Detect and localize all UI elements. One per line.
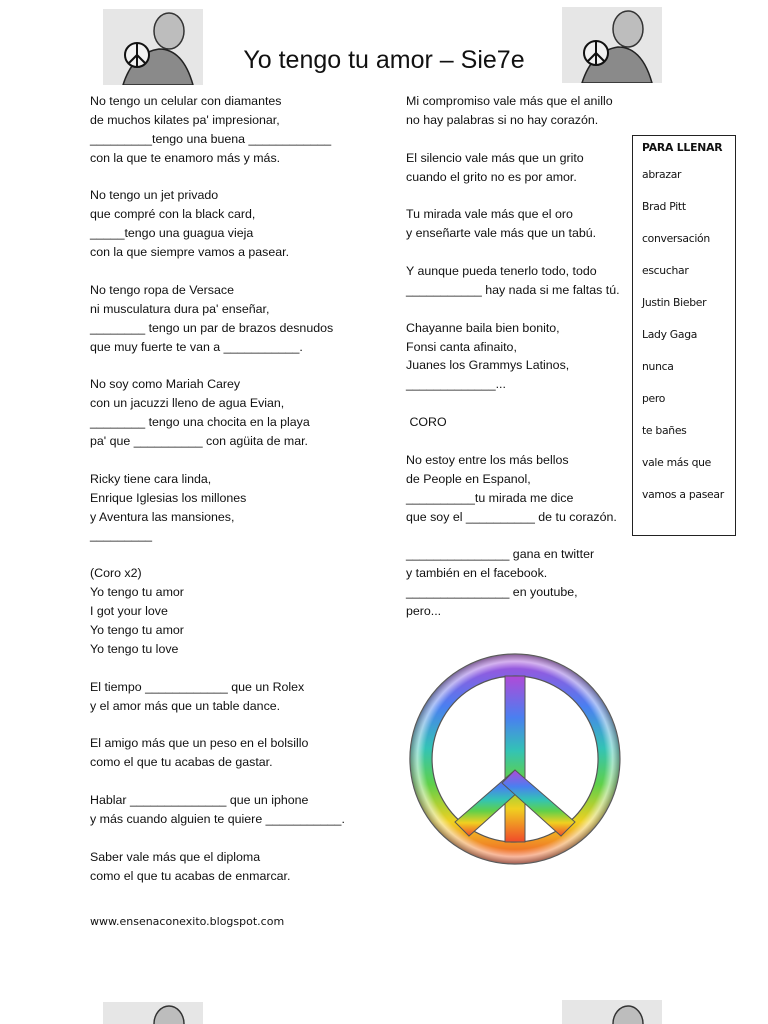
lyric-line: Y aunque pueda tenerlo todo, todo (406, 264, 597, 279)
rainbow-peace-symbol (406, 650, 624, 868)
lyric-line: _____tengo una guagua vieja (90, 226, 254, 241)
lyric-line: Juanes los Grammys Latinos, (406, 358, 570, 373)
lyric-line: que compré con la black card, (90, 207, 256, 222)
lyric-line (406, 394, 636, 413)
lyric-line: pa' que __________ con agüita de mar. (90, 434, 309, 449)
lyrics-left-column (90, 92, 390, 885)
lyric-line (90, 715, 390, 734)
footer-url: www.ensenaconexito.blogspot.com (90, 915, 285, 928)
singer-photo-bottom-right (562, 1000, 662, 1024)
lyric-line: como el que tu acabas de gastar. (90, 755, 273, 770)
lyric-line: No tengo un jet privado (90, 188, 219, 203)
lyric-line (406, 432, 636, 451)
lyric-line (90, 262, 390, 281)
lyrics-right-column (406, 92, 636, 621)
word-bank-item: te bañes (642, 424, 687, 437)
lyric-line: ___________ hay nada si me faltas tú. (406, 282, 620, 297)
word-bank-item: vamos a pasear (642, 488, 724, 501)
lyric-line (90, 829, 390, 848)
lyric-line: CORO (406, 415, 447, 430)
lyric-line: y enseñarte vale más que un tabú. (406, 226, 597, 241)
word-bank-item: Justin Bieber (642, 296, 707, 309)
lyric-line (90, 772, 390, 791)
lyric-line: Enrique Iglesias los millones (90, 490, 247, 505)
lyric-line: de People en Espanol, (406, 471, 531, 486)
lyric-line (90, 356, 390, 375)
lyric-line: El silencio vale más que un grito (406, 150, 584, 165)
lyric-line: El tiempo ____________ que un Rolex (90, 679, 305, 694)
lyric-line: (Coro x2) (90, 566, 142, 581)
lyric-line: _________ (90, 528, 153, 543)
word-bank-item: escuchar (642, 264, 689, 277)
singer-photo-bottom-left (103, 1002, 203, 1024)
lyric-line: Mi compromiso vale más que el anillo (406, 94, 613, 108)
lyric-line (406, 130, 636, 149)
lyric-line: Chayanne baila bien bonito, (406, 320, 560, 335)
lyric-line: pero... (406, 604, 442, 619)
word-bank-item: nunca (642, 360, 674, 373)
lyric-line: y el amor más que un table dance. (90, 698, 281, 713)
lyric-line (406, 186, 636, 205)
lyric-line: Yo tengo tu amor (90, 622, 184, 637)
lyric-line: Tu mirada vale más que el oro (406, 207, 573, 222)
lyric-line: _______________ gana en twitter (406, 547, 595, 562)
lyric-line: _____________... (406, 377, 506, 392)
word-bank-title: PARA LLENAR (642, 141, 723, 154)
lyric-line: Fonsi canta afinaito, (406, 339, 517, 354)
lyric-line: y Aventura las mansiones, (90, 509, 235, 524)
lyric-line: _________tengo una buena ____________ (90, 131, 332, 146)
lyric-line: como el que tu acabas de enmarcar. (90, 868, 291, 883)
lyric-line: con la que siempre vamos a pasear. (90, 245, 290, 260)
lyric-line: I got your love (90, 604, 168, 619)
lyric-line (90, 545, 390, 564)
lyric-line: de muchos kilates pa' impresionar, (90, 112, 280, 127)
word-bank-item: Brad Pitt (642, 200, 686, 213)
word-bank-item: abrazar (642, 168, 682, 181)
lyric-line: Hablar ______________ que un iphone (90, 792, 309, 807)
word-bank-item: pero (642, 392, 666, 405)
lyric-line: Saber vale más que el diploma (90, 849, 261, 864)
word-bank-box (632, 135, 736, 536)
lyric-line: que soy el __________ de tu corazón. (406, 509, 617, 524)
lyric-line (90, 451, 390, 470)
lyric-line: cuando el grito no es por amor. (406, 169, 577, 184)
lyric-line (90, 659, 390, 678)
lyric-line: No soy como Mariah Carey (90, 377, 241, 392)
word-bank-list (642, 168, 735, 520)
word-bank-item: vale más que (642, 456, 712, 469)
lyric-line (406, 300, 636, 319)
lyric-line (406, 243, 636, 262)
word-bank-item: conversación (642, 232, 710, 245)
word-bank-item: Lady Gaga (642, 328, 698, 341)
lyric-line: No tengo un celular con diamantes (90, 94, 282, 108)
lyric-line: y más cuando alguien te quiere ___________. (90, 811, 345, 826)
lyric-line: con la que te enamoro más y más. (90, 150, 281, 165)
lyric-line: _______________ en youtube, (406, 585, 578, 600)
lyric-line: No tengo ropa de Versace (90, 282, 234, 297)
lyric-line: Yo tengo tu love (90, 641, 179, 656)
lyric-line: que muy fuerte te van a ___________. (90, 339, 303, 354)
song-title: Yo tengo tu amor – Sie7e (243, 46, 525, 74)
lyric-line: Ricky tiene cara linda, (90, 471, 212, 486)
lyric-line: no hay palabras si no hay corazón. (406, 112, 599, 127)
lyric-line: __________tu mirada me dice (406, 490, 574, 505)
lyric-line: y también en el facebook. (406, 566, 548, 581)
lyric-line: No estoy entre los más bellos (406, 452, 569, 467)
lyric-line: con un jacuzzi lleno de agua Evian, (90, 396, 285, 411)
lyric-line: El amigo más que un peso en el bolsillo (90, 736, 309, 751)
lyric-line: Yo tengo tu amor (90, 585, 184, 600)
lyric-line: ________ tengo una chocita en la playa (90, 415, 310, 430)
lyric-line (90, 168, 390, 187)
lyric-line: ni musculatura dura pa' enseñar, (90, 301, 270, 316)
lyric-line: ________ tengo un par de brazos desnudos (90, 320, 334, 335)
lyric-line (406, 526, 636, 545)
